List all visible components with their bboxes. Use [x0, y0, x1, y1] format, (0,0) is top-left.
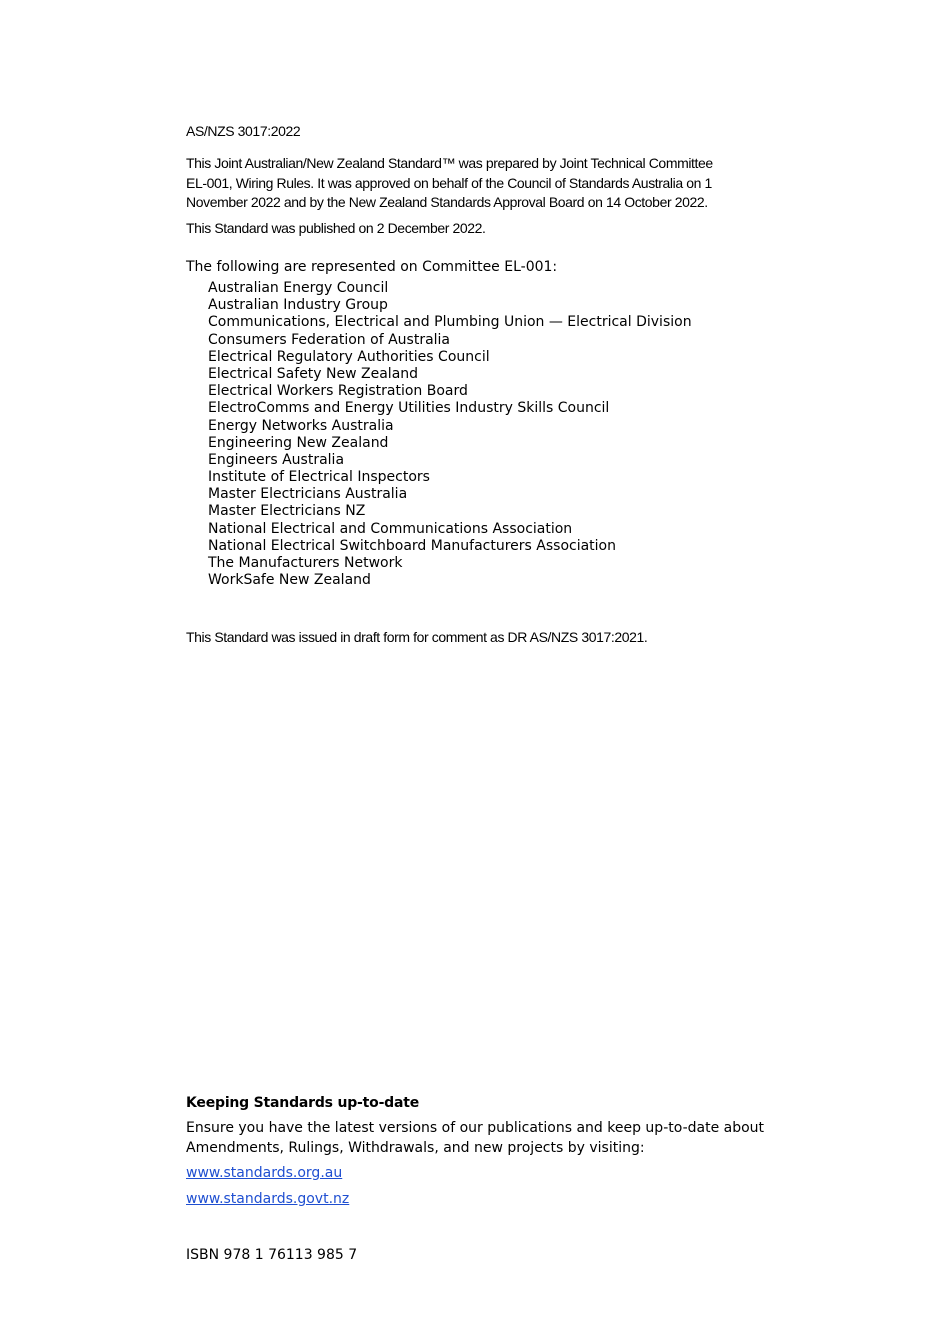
keeping-standards-paragraph — [186, 1118, 764, 1158]
keeping-line: Amendments, Rulings, Withdrawals, and new projects by visiting: — [186, 1140, 645, 1156]
standards-nz-link[interactable]: www.standards.govt.nz — [186, 1191, 350, 1207]
committee-member-list — [208, 280, 692, 589]
committee-member: Master Electricians NZ — [208, 503, 366, 520]
preparation-line: This Joint Australian/New Zealand Standard™ was prepared by Joint Technical Committee — [186, 155, 713, 171]
preparation-line: EL-001, Wiring Rules. It was approved on behalf of the Council of Standards Australia on 1 — [186, 174, 712, 191]
committee-member: Communications, Electrical and Plumbing Union — Electrical Division — [208, 314, 692, 331]
document-id: AS/NZS 3017:2022 — [186, 123, 301, 139]
committee-member: National Electrical and Communications Association — [208, 520, 573, 537]
isbn: ISBN 978 1 76113 985 7 — [186, 1247, 358, 1263]
preparation-paragraph — [186, 154, 713, 213]
committee-member: Engineering New Zealand — [208, 434, 389, 451]
keeping-standards-heading: Keeping Standards up-to-date — [186, 1095, 420, 1111]
committee-intro: The following are represented on Committee EL-001: — [186, 259, 558, 275]
preparation-line: November 2022 and by the New Zealand Standards Approval Board on 14 October 2022. — [186, 194, 708, 210]
committee-member: Electrical Regulatory Authorities Council — [208, 348, 490, 365]
committee-member: The Manufacturers Network — [208, 555, 403, 571]
committee-member: Electrical Workers Registration Board — [208, 383, 468, 400]
committee-member: Consumers Federation of Australia — [208, 331, 451, 348]
committee-member: Engineers Australia — [208, 451, 345, 468]
keeping-line: Ensure you have the latest versions of our publications and keep up-to-date about — [186, 1120, 765, 1136]
published-date-line: This Standard was published on 2 December 2022. — [186, 220, 486, 236]
committee-member: National Electrical Switchboard Manufacturers Association — [208, 537, 616, 554]
committee-member: Institute of Electrical Inspectors — [208, 469, 430, 486]
standards-australia-link[interactable]: www.standards.org.au — [186, 1165, 343, 1181]
committee-member: WorkSafe New Zealand — [208, 572, 371, 589]
draft-note: This Standard was issued in draft form for comment as DR AS/NZS 3017:2021. — [186, 629, 648, 645]
committee-member: ElectroComms and Energy Utilities Industry Skills Council — [208, 400, 610, 417]
committee-member: Electrical Safety New Zealand — [208, 365, 419, 382]
committee-member: Master Electricians Australia — [208, 486, 408, 503]
committee-member: Australian Industry Group — [208, 297, 388, 314]
committee-member: Energy Networks Australia — [208, 417, 394, 434]
committee-member: Australian Energy Council — [208, 280, 389, 296]
